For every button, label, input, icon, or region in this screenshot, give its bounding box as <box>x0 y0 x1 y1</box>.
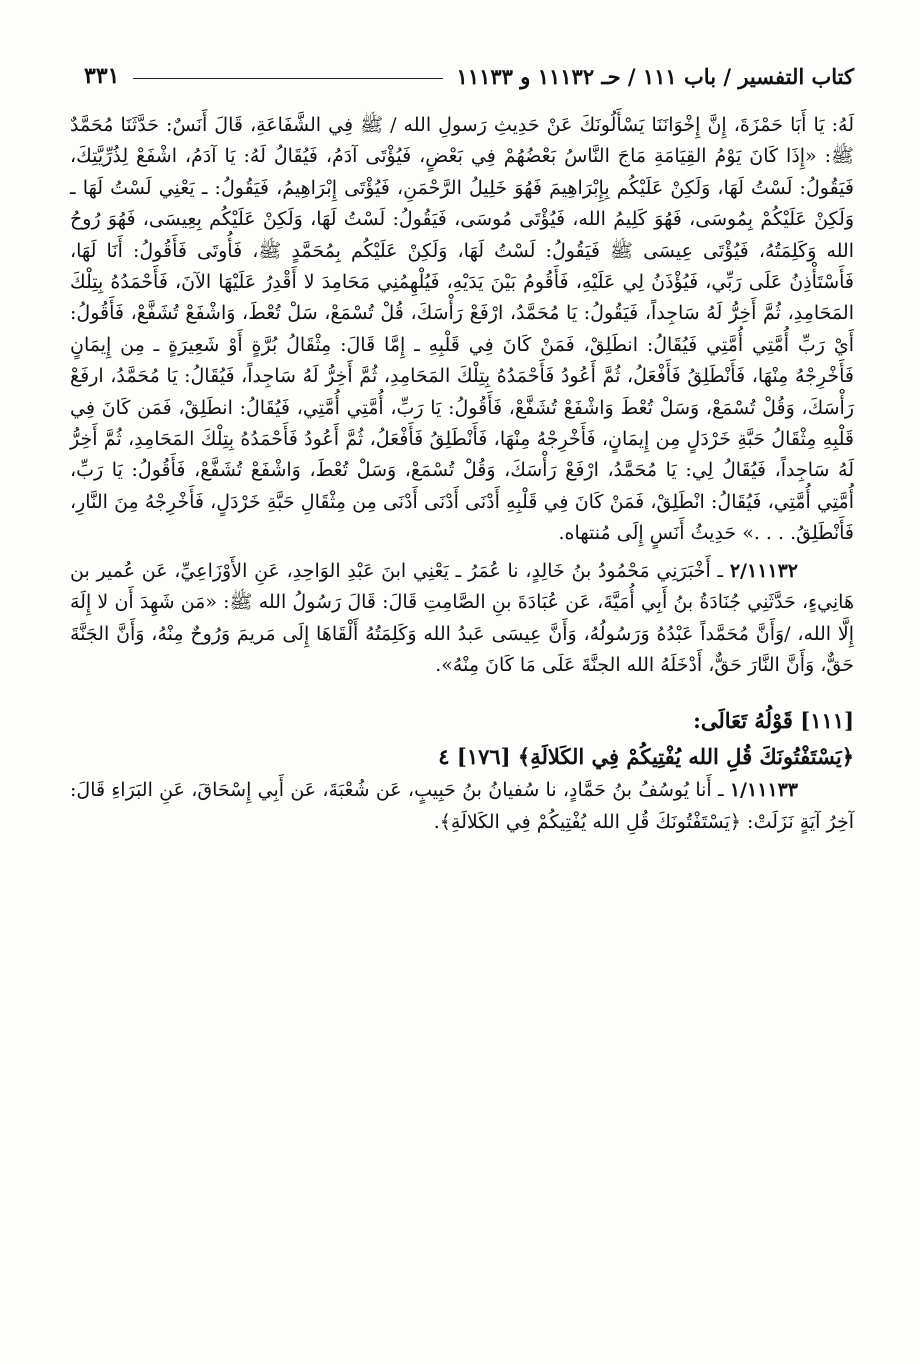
hadith-text: ـ أَنا يُوسُفُ بنُ حَمَّادٍ، نا سُفيانُ بنُ حَبِيبٍ، عَن شُعْبَةَ، عَن أَبِي إِسْحَاقَ، عَنِ البَرَاءِ قَالَ: آخِرُ آيَةٍ نَزَلَتْ: ﴿يَسْتَفْتُونَكَ قُلِ الله يُفْتِيكُمْ فِي الكَلالَةِ﴾. <box>70 779 854 833</box>
page-number: ٣٣١ <box>84 63 120 89</box>
running-title: كتاب التفسير / باب ١١١ / حـ ١١١٣٢ و ١١١٣٣ <box>456 63 854 89</box>
hadith-11133 <box>70 775 854 838</box>
verse-heading: ﴿يَسْتَفْتُونَكَ قُلِ الله يُفْتِيكُمْ فِي الكَلالَةِ﴾ [١٧٦] ٤ <box>438 744 854 770</box>
page-header <box>84 56 854 96</box>
hadith-number: ١/١١١٣٣ <box>729 779 799 802</box>
hadith-11132 <box>70 556 854 682</box>
hadith-continuation: لَهُ: يَا أَبَا حَمْزَةَ، إِنَّ إِخْوَانَنَا يَسْأَلُونَكَ عَنْ حَدِيثِ رَسولِ الله / ﷺ فِي الشَّفَاعَةِ، قَالَ أَنَسٌ: حَدَّثَنَا مُحَمَّدٌ ﷺ: «إِذَا كَانَ يَوْمُ القِيَامَةِ مَاجَ النَّاسُ بَعْضُهُمْ فِي بَعْضٍ، فَيُؤْتَى آدَمُ، فَيُقَالُ لَهُ: يَا آدَمُ، اشْفَعْ لِذُرِّيَّتِكَ، فَيَقُولُ: لَسْتُ لَهَا، وَلَكِنْ عَلَيْكُم بِإِبْرَاهِيمَ فَهُوَ خَلِيلُ الرَّحْمَنِ، فَيُؤْتَى إِبْرَاهِيمُ، فَيَقُولُ: ـ يَعْنِي لَسْتُ لَهَا ـ وَلَكِنْ عَلَيْكُمْ بِمُوسَى، فَهُوَ كَلِيمُ الله، فَيُؤْتَى مُوسَى، فَيَقُولُ: لَسْتُ لَهَا، وَلَكِنْ عَلَيْكُم بِعِيسَى، فَهُوَ رُوحُ الله وَكَلِمَتُهُ، فَيُؤْتَى عِيسَى ﷺ فَيَقُولُ: لَسْتُ لَهَا، وَلَكِنْ عَلَيْكُم بِمُحَمَّدٍ ﷺ، فَأُوتَى فَأَقُولُ: أَنَا لَهَا، فَأَسْتَأْذِنُ عَلَى رَبِّي، فَيُؤْذَنُ لِي عَلَيْهِ، فَأَقُومُ بَيْنَ يَدَيْهِ، فَيُلْهِمُنِي مَحَامِدَ لا أَقْدِرُ عَلَيْهَا الآنَ، فَأَحْمَدُهُ بِتِلْكَ المَحَامِدِ، ثُمَّ أَخِرُّ لَهُ سَاجِداً، فَيَقُولُ: يَا مُحَمَّدُ، ارْفَعْ رَأْسَكَ، قُلْ تُسْمَعْ، سَلْ تُعْطَ، وَاشْفَعْ تُشَفَّعْ، فَأَقُولُ: أَيْ رَبِّ أُمَّتِي أُمَّتِي فَيُقَالُ: انطَلِقْ، فَمَنْ كَانَ فِي قَلْبِهِ ـ إِمَّا قَالَ: مِثْقَالُ بُرَّةٍ أَوْ شَعِيرَةٍ ـ مِن إِيمَانٍ فَأَخْرِجْهُ مِنْهَا، فَأَنْطَلِقُ فَأَفْعَلُ، ثُمَّ أَعُودُ فَأَحْمَدُهُ بِتِلْكَ المَحَامِدِ، ثُمَّ أَخِرُّ لَهُ سَاجِداً، فَيُقَالُ: يَا مُحَمَّدُ، ارفَعْ رَأْسَكَ، وَقُلْ تُسْمَعْ، وَسَلْ تُعْطَ وَاشْفَعْ تُشَفَّعْ، فَأَقُولُ: يَا رَبِّ، أُمَّتِي أُمَّتِي، فَيُقَالُ: انطَلِقْ، فَمَن كَانَ فِي قَلْبِهِ مِثْقَالُ حَبَّةِ خَرْدَلٍ مِن إِيمَانٍ، فَأَخْرِجْهُ مِنْهَا، فَأَنْطَلِقُ فَأَفْعَلُ، ثُمَّ أَعُودُ فَأَحْمَدُهُ بِتِلْكَ المَحَامِدِ، ثُمَّ أَخِرُّ لَهُ سَاجِداً، فَيُقَالُ لِي: يَا مُحَمَّدُ، ارْفَعْ رَأْسَكَ، وَقُلْ تُسْمَعْ، وَسَلْ تُعْطَ، وَاشْفَعْ تُشَفَّعْ، فَأَقُولُ: يَا رَبِّ، أُمَّتِي أُمَّتِي، فَيُقَالُ: انْطَلِقْ، فَمَنْ كَانَ فِي قَلْبِهِ أَدْنَى أَدْنَى أَدْنَى مِن مِثْقَالِ حَبَّةِ خَرْدَلٍ، فَأَخْرِجْهُ مِنَ النَّارِ، فَأَنْطَلِقُ. . . .» حَدِيثُ أَنَسٍ إِلَى مُنتهاه. <box>70 114 854 545</box>
header-rule <box>133 78 442 79</box>
hadith-number: ٢/١١١٣٢ <box>729 559 799 582</box>
page-body <box>70 110 854 838</box>
section-heading: [١١١] قَوْلُهُ تَعَالَى: <box>693 708 854 734</box>
hadith-text: ـ أَخْبَرَنِي مَحْمُودُ بنُ خَالِدٍ، نا عُمَرُ ـ يَعْنِي ابنَ عَبْدِ الوَاحِدِ، عَنِ الأَوْزَاعِيِّ، عَن عُمير بن هَانِيءٍ، حَدَّثَنِي جُنَادَةُ بنُ أَبِي أُمَيَّةَ، عَن عُبَادَةَ بنِ الصَّامِتِ قَالَ: قَالَ رَسُولُ الله ﷺ: «مَن شَهِدَ أَن لا إِلَهَ إِلَّا الله، /وَأَنَّ مُحَمَّداً عَبْدُهُ وَرَسُولُهُ، وَأَنَّ عِيسَى عَبدُ الله وَكَلِمَتُهُ أَلْقَاهَا إِلَى مَريمَ وَرُوحٌ مِنْهُ، وَأَنَّ الجَنَّةَ حَقٌّ، وَأَنَّ النَّارَ حَقٌّ، أَدْخَلَهُ الله الجنَّةَ عَلَى مَا كَانَ مِنْهُ». <box>70 559 854 676</box>
